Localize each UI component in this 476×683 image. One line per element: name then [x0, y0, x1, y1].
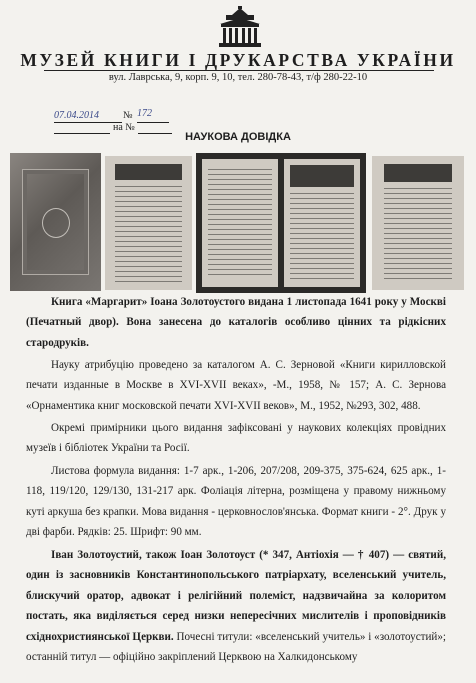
document-number: 172 — [137, 108, 152, 119]
museum-name: МУЗЕЙ КНИГИ І ДРУКАРСТВА УКРАЇНИ — [20, 50, 456, 70]
paragraph-catalogues: Науку атрибуцію проведено за каталогом А. С. Зерновой «Книги кирилловской печати изданные в Москве в XVI-XVII веках», -М., 1958, № 157; А. С. Зернова «Орнаментика книг московской печати XVI-XVII веков», М., 1952, №293, 302, 488. — [26, 359, 446, 412]
document-title: НАУКОВА ДОВІДКА — [185, 131, 291, 143]
book-cover-photo — [10, 153, 101, 291]
paragraph-collation: Листова формула видання: 1-7 арк., 1-206, 207/208, 209-375, 375-624, 625 арк., 1-118, 119/120, 129/130, 131-217 арк. Фоліація літерна, розміщена у правому нижньому куті аркуша без крапки. Мова видання - церковнослов'янська. Формат книги - 2°. Друк у дві фарби. Рядків: 25. Шрифт: 90 мм. — [26, 465, 446, 539]
document-date: 07.04.2014 — [54, 110, 99, 121]
book-page-photo — [372, 156, 464, 290]
paragraph-collections: Окремі примірники цього видання зафіксовані у наукових колекціях провідних музеїв і бібліотек України та Росії. — [26, 422, 446, 455]
book-page-photo — [105, 156, 192, 290]
biography-text: Почесні титули: «вселенський учитель» і «золотоустий»; останній титул — офіційно закріплений Церквою на Халкидонському — [26, 630, 446, 664]
biography-bold-text: Іван Золотоустий, також Іоан Золотоуст (* 347, Антіохія — † 407) — святий, один із засновників Константинопольського патріархату, вселенський учитель, блискучий оратор, адвокат і релігійний полеміст, надзвичайна за колоритом постать, яка виділяється серед низки непересічних мислителів і проповідників східнохристиянської Церкви. — [26, 549, 446, 643]
number-label: № — [123, 110, 133, 121]
museum-address: вул. Лаврська, 9, корп. 9, 10, тел. 280-78-43, т/ф 280-22-10 — [108, 72, 368, 83]
book-spread-photo — [196, 153, 366, 293]
paragraph-attribution: Книга «Маргарит» Іоана Золотоустого видана 1 листопада 1641 року у Москві (Печатный двор). Вона занесена до каталогів особливо цінних та рідкісних стародруків. — [26, 296, 446, 349]
reply-label: на № — [113, 122, 135, 133]
paragraph-biography — [26, 545, 446, 667]
